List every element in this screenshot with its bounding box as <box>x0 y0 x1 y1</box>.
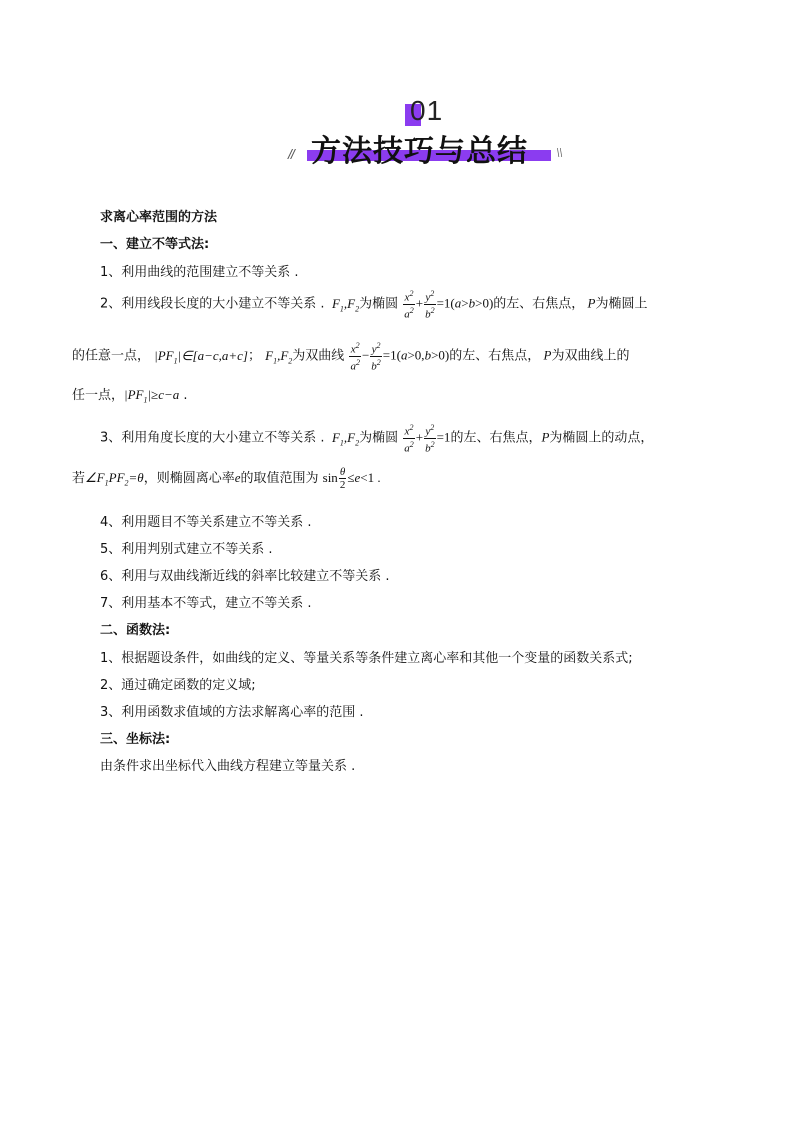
item-6: 6、利用与双曲线渐近线的斜率比较建立不等关系 . <box>100 569 390 584</box>
formula-theta-half: $\frac{\theta}{2}$ <box>339 466 346 491</box>
item-3-text-f: ，则椭圆离心率 <box>143 471 235 486</box>
item-2-line-2: 的任意一点， $|PF_1|\in[a-c,a+c]$； $F_1,F_2$为双曲线 $\frac{x^2}{a^2}$ − $\frac{y^2}{b^2}$ =1(a>0,b>0)的左、右焦点， P为双曲线上的 <box>72 341 630 373</box>
item-2-text-g: 的左、右焦点， <box>449 348 541 364</box>
section-2-title: 二、函数法: <box>100 623 171 638</box>
section-number: 01 <box>410 95 444 126</box>
item-2-line-3: 任一点，$|PF_1|\ge c-a$ . <box>72 387 188 405</box>
item-3-text-b: 为椭圆 <box>359 430 399 446</box>
formula-f1f2-c: $F_1,F_2$ <box>328 429 360 448</box>
formula-sin-range: sin <box>322 470 338 485</box>
formula-ellipse-condition: =1(a>b>0) <box>436 295 494 311</box>
item-2-text-d: 为椭圆上 <box>595 296 648 312</box>
formula-f1f2-b: $F_1,F_2$ <box>265 347 293 366</box>
item-2-text-h: 为双曲线上的 <box>551 348 630 364</box>
func-item-2: 2、通过确定函数的定义域; <box>100 678 256 693</box>
formula-pf1-range: $|PF_1|\in[a-c,a+c]$ <box>154 347 248 366</box>
formula-x2-a2-c: $\frac{x^2}{a^2}$ <box>404 423 414 455</box>
formula-f1f2: $F_1,F_2$ <box>328 295 360 314</box>
formula-pf1-min: $|PF_1|\ge c-a$ <box>124 387 180 405</box>
section-3-title: 三、坐标法: <box>100 732 171 747</box>
formula-hyperbola-condition: =1(a>0,b>0) <box>382 347 450 363</box>
left-slash-decoration: // <box>288 146 294 162</box>
section-title: 方法技巧与总结 <box>311 134 528 169</box>
formula-x2-a2-b: $\frac{x^2}{a^2}$ <box>350 341 360 373</box>
item-2-text-i: 任一点， <box>72 388 125 403</box>
item-7: 7、利用基本不等式，建立不等关系 . <box>100 596 312 611</box>
item-3-text-d: 为椭圆上的动点， <box>549 430 654 446</box>
item-3-line-2: 若$\angle F_1PF_2=\theta$，则椭圆离心率e的取值范围为 sin $\frac{\theta}{2}$ ≤e<1 . <box>72 466 381 491</box>
content-heading: 求离心率范围的方法 <box>100 210 218 225</box>
item-2-text-a: 2、利用线段长度的大小建立不等关系 . <box>100 296 325 312</box>
item-3-text-g: 的取值范围为 <box>240 471 319 486</box>
item-3-line-1: 3、利用角度长度的大小建立不等关系 . $F_1,F_2$为椭圆 $\frac{x^2}{a^2}$ + $\frac{y^2}{b^2}$ =1的左、右焦点，P为椭圆上的动点， <box>100 423 654 455</box>
item-3-text-c: 的左、右焦点， <box>450 430 542 446</box>
item-4: 4、利用题目不等关系建立不等关系 . <box>100 515 312 530</box>
func-item-1: 1、根据题设条件，如曲线的定义、等量关系等条件建立离心率和其他一个变量的函数关系式; <box>100 651 633 666</box>
func-item-3: 3、利用函数求值域的方法求解离心率的范围 . <box>100 705 364 720</box>
item-2-text-e: 的任意一点， <box>72 348 151 364</box>
section-header <box>0 0 794 175</box>
item-1: 1、利用曲线的范围建立不等关系 . <box>100 265 299 280</box>
item-2-text-f: 为双曲线 <box>292 348 345 364</box>
right-slash-decoration: \\ <box>556 146 562 161</box>
item-2-text-b: 为椭圆 <box>359 296 399 312</box>
formula-y2-b2-b: $\frac{y^2}{b^2}$ <box>371 341 381 373</box>
item-3-text-a: 3、利用角度长度的大小建立不等关系 . <box>100 430 325 446</box>
formula-y2-b2: $\frac{y^2}{b^2}$ <box>425 289 435 321</box>
formula-x2-a2: $\frac{x^2}{a^2}$ <box>404 289 414 321</box>
coord-item-1: 由条件求出坐标代入曲线方程建立等量关系 . <box>100 759 356 774</box>
item-3-text-e: 若 <box>72 471 86 486</box>
formula-angle: $\angle F_1PF_2=\theta$ <box>85 470 144 488</box>
formula-y2-b2-c: $\frac{y^2}{b^2}$ <box>425 423 435 455</box>
item-5: 5、利用判别式建立不等关系 . <box>100 542 273 557</box>
item-2-line-1: 2、利用线段长度的大小建立不等关系 . $F_1,F_2$为椭圆 $\frac{x^2}{a^2}$ + $\frac{y^2}{b^2}$ =1(a>b>0)的左、右焦点， P为椭圆上 <box>100 289 648 321</box>
item-2-text-c: 的左、右焦点， <box>493 296 585 312</box>
section-1-title: 一、建立不等式法: <box>100 237 210 252</box>
